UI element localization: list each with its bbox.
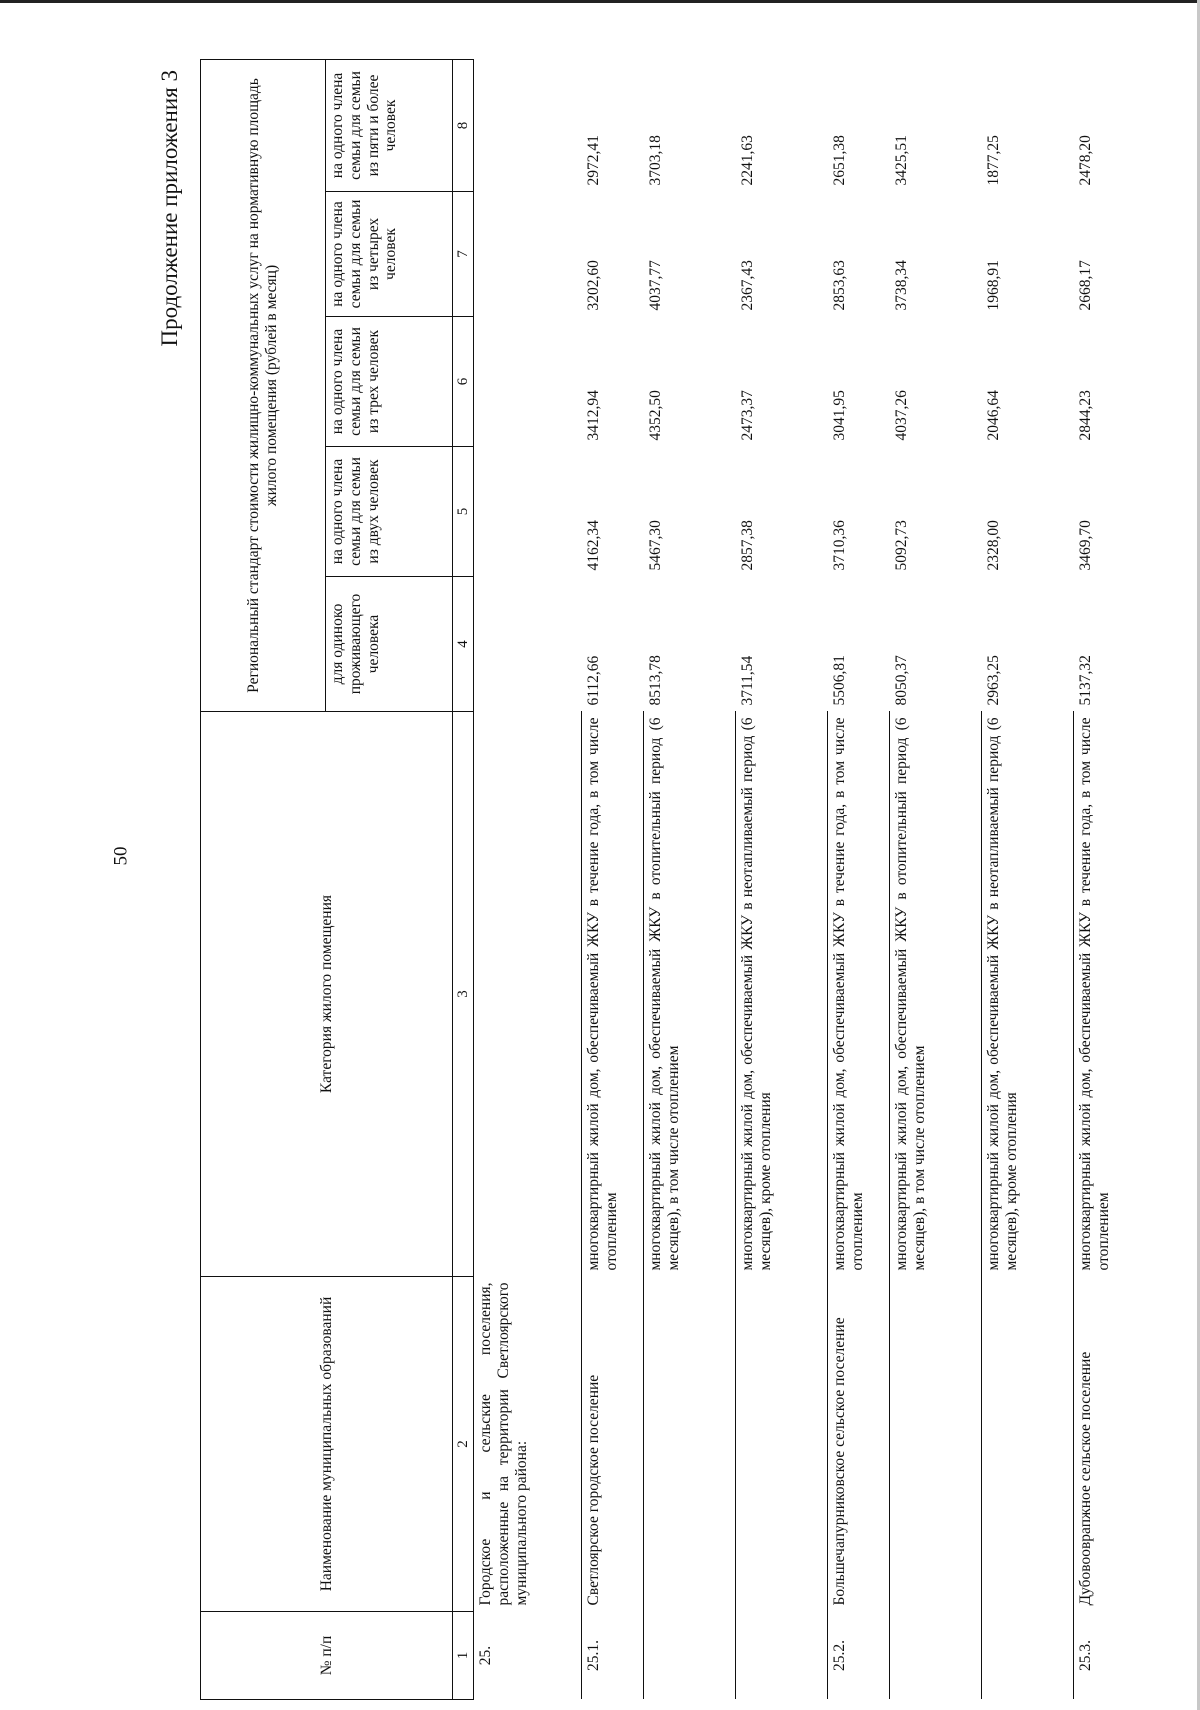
header-family-three: на одного члена семьи для семьи из трех человек bbox=[326, 317, 453, 447]
header-standard-group: Региональный стандарт стоимости жилищно-коммунальных услуг на нормативную площадь жилого помещения (рублей в месяц) bbox=[201, 59, 326, 711]
value-single: 2963,25 bbox=[984, 655, 1002, 706]
value-five: 2651,38 bbox=[830, 135, 848, 186]
municipality-name bbox=[644, 1277, 736, 1612]
header-number: № п/п bbox=[201, 1612, 453, 1700]
value-three: 2046,64 bbox=[984, 390, 1002, 441]
column-number: 2 bbox=[453, 1277, 474, 1612]
column-number: 4 bbox=[453, 577, 474, 712]
value-three: 3041,95 bbox=[830, 390, 848, 441]
value-three: 2473,37 bbox=[738, 390, 756, 441]
value-three: 4037,26 bbox=[892, 390, 910, 441]
table-row bbox=[644, 59, 736, 1699]
page-number: 50 bbox=[110, 846, 132, 866]
value-five: 3425,51 bbox=[892, 135, 910, 186]
municipality-name bbox=[982, 1277, 1074, 1612]
value-two: 2857,38 bbox=[738, 520, 756, 571]
header-family-four: на одного члена семьи для семьи из четырех человек bbox=[326, 192, 453, 317]
value-single: 5506,81 bbox=[830, 655, 848, 706]
value-four: 2668,17 bbox=[1076, 260, 1094, 311]
housing-category: многоквартирный жилой дом, обеспечиваемый ЖКУ в течение года, в том числе отоплением bbox=[1074, 712, 1144, 1277]
scan-edge-top bbox=[0, 0, 1200, 3]
municipality-name: Светлоярское городское поселение bbox=[582, 1277, 644, 1612]
column-number: 6 bbox=[453, 317, 474, 447]
column-number: 3 bbox=[453, 712, 474, 1277]
housing-category: многоквартирный жилой дом, обеспечиваемый ЖКУ в отопительный период (6 месяцев), в том числе отоплением bbox=[890, 712, 982, 1277]
value-two: 4162,34 bbox=[584, 520, 602, 571]
table-row bbox=[582, 59, 644, 1699]
value-two: 5092,73 bbox=[892, 520, 910, 571]
value-five: 2972,41 bbox=[584, 135, 602, 186]
value-five: 1877,25 bbox=[984, 135, 1002, 186]
row-number: 25.3. bbox=[1074, 1612, 1144, 1700]
table-row bbox=[982, 59, 1074, 1699]
header-category: Категория жилого помещения bbox=[201, 712, 453, 1277]
value-three: 4352,50 bbox=[646, 390, 664, 441]
housing-category: многоквартирный жилой дом, обеспечиваемый ЖКУ в неотапливаемый период (6 месяцев), кроме отопления bbox=[736, 712, 828, 1277]
row-number: 25. bbox=[474, 1612, 582, 1700]
value-single bbox=[474, 577, 582, 712]
municipality-name: Большечапурниковское сельское поселение bbox=[828, 1277, 890, 1612]
value-four: 3202,60 bbox=[584, 260, 602, 311]
value-five: 3703,18 bbox=[646, 135, 664, 186]
value-three bbox=[474, 317, 582, 447]
value-two: 3469,70 bbox=[1076, 520, 1094, 571]
table-row bbox=[828, 59, 890, 1699]
value-two: 2328,00 bbox=[984, 520, 1002, 571]
table-row bbox=[474, 59, 582, 1699]
housing-category: многоквартирный жилой дом, обеспечиваемый ЖКУ в течение года, в том числе отоплением bbox=[582, 712, 644, 1277]
value-two: 5467,30 bbox=[646, 520, 664, 571]
appendix-caption: Продолжение приложения 3 bbox=[157, 70, 182, 347]
header-municipality: Наименование муниципальных образований bbox=[201, 1277, 453, 1612]
row-number: 25.1. bbox=[582, 1612, 644, 1700]
column-number: 1 bbox=[453, 1612, 474, 1700]
value-two bbox=[474, 447, 582, 577]
housing-standards-table bbox=[200, 59, 1144, 1700]
table-row bbox=[1074, 59, 1144, 1699]
table-row bbox=[890, 59, 982, 1699]
value-three: 3412,94 bbox=[584, 390, 602, 441]
municipality-name: Городское и сельские поселения, расположенные на территории Светлоярского муниципального района: bbox=[474, 1277, 582, 1612]
row-number: 25.2. bbox=[828, 1612, 890, 1700]
value-two: 3710,36 bbox=[830, 520, 848, 571]
row-number bbox=[890, 1612, 982, 1700]
table-row bbox=[736, 59, 828, 1699]
housing-category: многоквартирный жилой дом, обеспечиваемый ЖКУ в отопительный период (6 месяцев), в том числе отоплением bbox=[644, 712, 736, 1277]
value-single: 3711,54 bbox=[738, 655, 756, 706]
value-four: 4037,77 bbox=[646, 260, 664, 311]
municipality-name bbox=[890, 1277, 982, 1612]
housing-category: многоквартирный жилой дом, обеспечиваемый ЖКУ в течение года, в том числе отоплением bbox=[828, 712, 890, 1277]
header-family-five: на одного члена семьи для семьи из пяти и более человек bbox=[326, 59, 453, 191]
housing-category bbox=[474, 712, 582, 1277]
header-family-two: на одного члена семьи для семьи из двух человек bbox=[326, 447, 453, 577]
value-single: 5137,32 bbox=[1076, 655, 1094, 706]
value-four: 3738,34 bbox=[892, 260, 910, 311]
header-single-person: для одиноко проживающего человека bbox=[326, 577, 453, 712]
value-four: 1968,91 bbox=[984, 260, 1002, 311]
column-number: 8 bbox=[453, 59, 474, 191]
value-single: 8050,37 bbox=[892, 655, 910, 706]
value-five: 2478,20 bbox=[1076, 135, 1094, 186]
value-single: 8513,78 bbox=[646, 655, 664, 706]
municipality-name bbox=[736, 1277, 828, 1612]
rotated-page-content bbox=[140, 60, 1150, 1700]
housing-category: многоквартирный жилой дом, обеспечиваемый ЖКУ в неотапливаемый период (6 месяцев), кроме отопления bbox=[982, 712, 1074, 1277]
column-number: 5 bbox=[453, 447, 474, 577]
row-number bbox=[982, 1612, 1074, 1700]
value-four: 2853,63 bbox=[830, 260, 848, 311]
municipality-name: Дубовооврапжное сельское поселение bbox=[1074, 1277, 1144, 1612]
row-number bbox=[644, 1612, 736, 1700]
value-five: 2241,63 bbox=[738, 135, 756, 186]
row-number bbox=[736, 1612, 828, 1700]
value-four: 2367,43 bbox=[738, 260, 756, 311]
value-four bbox=[474, 192, 582, 317]
column-number: 7 bbox=[453, 192, 474, 317]
value-single: 6112,66 bbox=[584, 655, 602, 706]
value-three: 2844,23 bbox=[1076, 390, 1094, 441]
value-five bbox=[474, 59, 582, 191]
